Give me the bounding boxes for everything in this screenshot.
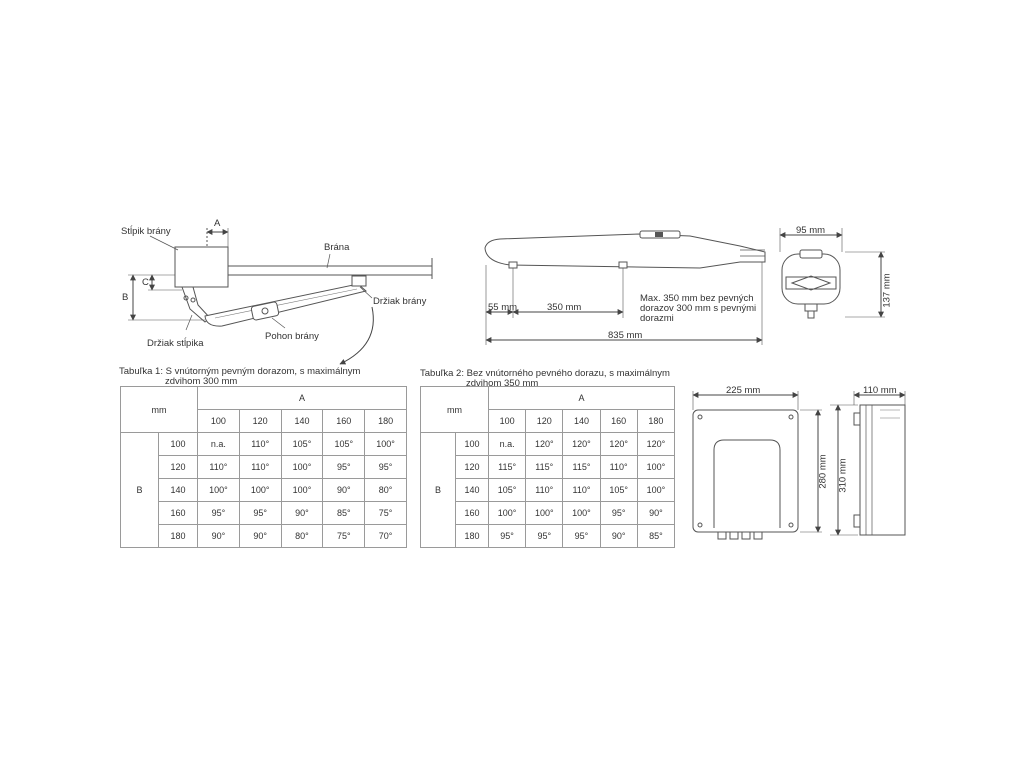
dimension-b-label: B [122,292,129,303]
table-cell: 90° [600,525,637,548]
stroke-note-line-2: dorazov 300 mm s pevnými [640,303,757,314]
table2 [420,386,675,548]
table-cell: 100° [637,456,674,479]
table-row [121,433,407,456]
table-cell: 85° [637,525,674,548]
table1-col-group: A [198,387,407,410]
table1-caption-line-1: Tabuľka 1: S vnútorným pevným dorazom, s maximálnym [119,366,361,377]
table-cell: 115° [563,456,600,479]
table-cell: 95° [600,502,637,525]
table1-col-header: 100 [198,410,240,433]
table-cell: 110° [600,456,637,479]
table-row [121,479,407,502]
table-cell: 120° [526,433,563,456]
table2-row-group: B [421,433,456,548]
box-front-width-label: 225 mm [726,385,761,396]
table-cell: 95° [563,525,600,548]
table-cell: 120° [637,433,674,456]
table-cell: 85° [323,502,365,525]
table2-row-header: 140 [456,479,489,502]
table-row [121,456,407,479]
post-label: Stĺpik brány [121,226,171,237]
table-cell: 90° [198,525,240,548]
stroke-note-line-1: Max. 350 mm bez pevných [640,293,754,304]
dimension-a-label: A [214,218,221,229]
table-cell: 100° [281,456,323,479]
table-row [421,433,675,456]
gate-label: Brána [324,242,350,253]
table2-caption-line-2: zdvihom 350 mm [466,378,539,389]
end-height-label: 137 mm [881,273,893,308]
table-cell: 100° [198,479,240,502]
table-cell: 100° [637,479,674,502]
table-cell: 115° [489,456,526,479]
end-width-label: 95 mm [796,225,826,236]
table-cell: 110° [198,456,240,479]
table-row [121,525,407,548]
table-cell: 100° [563,502,600,525]
operator-label: Pohon brány [265,331,319,342]
table-cell: 95° [323,456,365,479]
table-cell: 110° [563,479,600,502]
stroke-note-line-3: dorazmi [640,313,674,324]
table-cell: n.a. [489,433,526,456]
table1-row-header: 180 [159,525,198,548]
box-side-width-label: 110 mm [863,385,897,396]
table-cell: 120° [563,433,600,456]
table1-caption [119,367,360,387]
table2-row-header: 120 [456,456,489,479]
table-cell: 100° [281,479,323,502]
box-side-height-label: 310 mm [837,458,849,493]
post-bracket-label: Držiak stĺpika [147,338,204,349]
table-cell: 105° [489,479,526,502]
table-cell: 105° [323,433,365,456]
table-row [421,479,675,502]
table-cell: 90° [281,502,323,525]
table1-col-header: 120 [239,410,281,433]
table-cell: 100° [526,502,563,525]
dimension-c-label: C [142,277,149,288]
table-cell: 105° [281,433,323,456]
table-cell: 105° [600,479,637,502]
table1 [120,386,407,548]
table1-col-header: 160 [323,410,365,433]
table2-row-header: 160 [456,502,489,525]
table1-caption-line-2: zdvihom 300 mm [165,376,238,387]
table2-col-header: 180 [637,410,674,433]
dimension-350-label: 350 mm [547,302,582,313]
table-cell: 80° [365,479,407,502]
table-cell: 90° [239,525,281,548]
table1-corner: mm [121,387,198,433]
table2-caption-line-1: Tabuľka 2: Bez vnútorného pevného dorazu, s maximálnym [420,368,670,379]
box-front-height-label: 280 mm [817,454,829,489]
table2-col-header: 120 [526,410,563,433]
table1-row-header: 140 [159,479,198,502]
table-cell: 100° [239,479,281,502]
gate-bracket-label: Držiak brány [373,296,427,307]
table-cell: n.a. [198,433,240,456]
table-cell: 120° [600,433,637,456]
table2-col-group: A [489,387,675,410]
table2-col-header: 140 [563,410,600,433]
table-row [421,525,675,548]
table-cell: 90° [323,479,365,502]
table2-row-header: 100 [456,433,489,456]
table2-col-header: 160 [600,410,637,433]
table-cell: 95° [198,502,240,525]
table1-col-header: 180 [365,410,407,433]
table-cell: 80° [281,525,323,548]
table-cell: 110° [526,479,563,502]
table-cell: 95° [239,502,281,525]
table1-row-header: 160 [159,502,198,525]
table-cell: 115° [526,456,563,479]
table-row [121,502,407,525]
table-cell: 100° [365,433,407,456]
table-cell: 110° [239,456,281,479]
table-cell: 70° [365,525,407,548]
table-row [421,502,675,525]
table1-row-header: 100 [159,433,198,456]
table1-row-header: 120 [159,456,198,479]
table-cell: 95° [365,456,407,479]
table2-corner: mm [421,387,489,433]
table-row [421,456,675,479]
table-cell: 95° [489,525,526,548]
table2-col-header: 100 [489,410,526,433]
table-cell: 100° [489,502,526,525]
table1-row-group: B [121,433,159,548]
table-cell: 95° [526,525,563,548]
table-cell: 75° [323,525,365,548]
table-cell: 110° [239,433,281,456]
table2-row-header: 180 [456,525,489,548]
table1-col-header: 140 [281,410,323,433]
table-cell: 75° [365,502,407,525]
dimension-835-label: 835 mm [608,330,643,341]
dimension-55-label: 55 mm [488,302,518,313]
table-cell: 90° [637,502,674,525]
